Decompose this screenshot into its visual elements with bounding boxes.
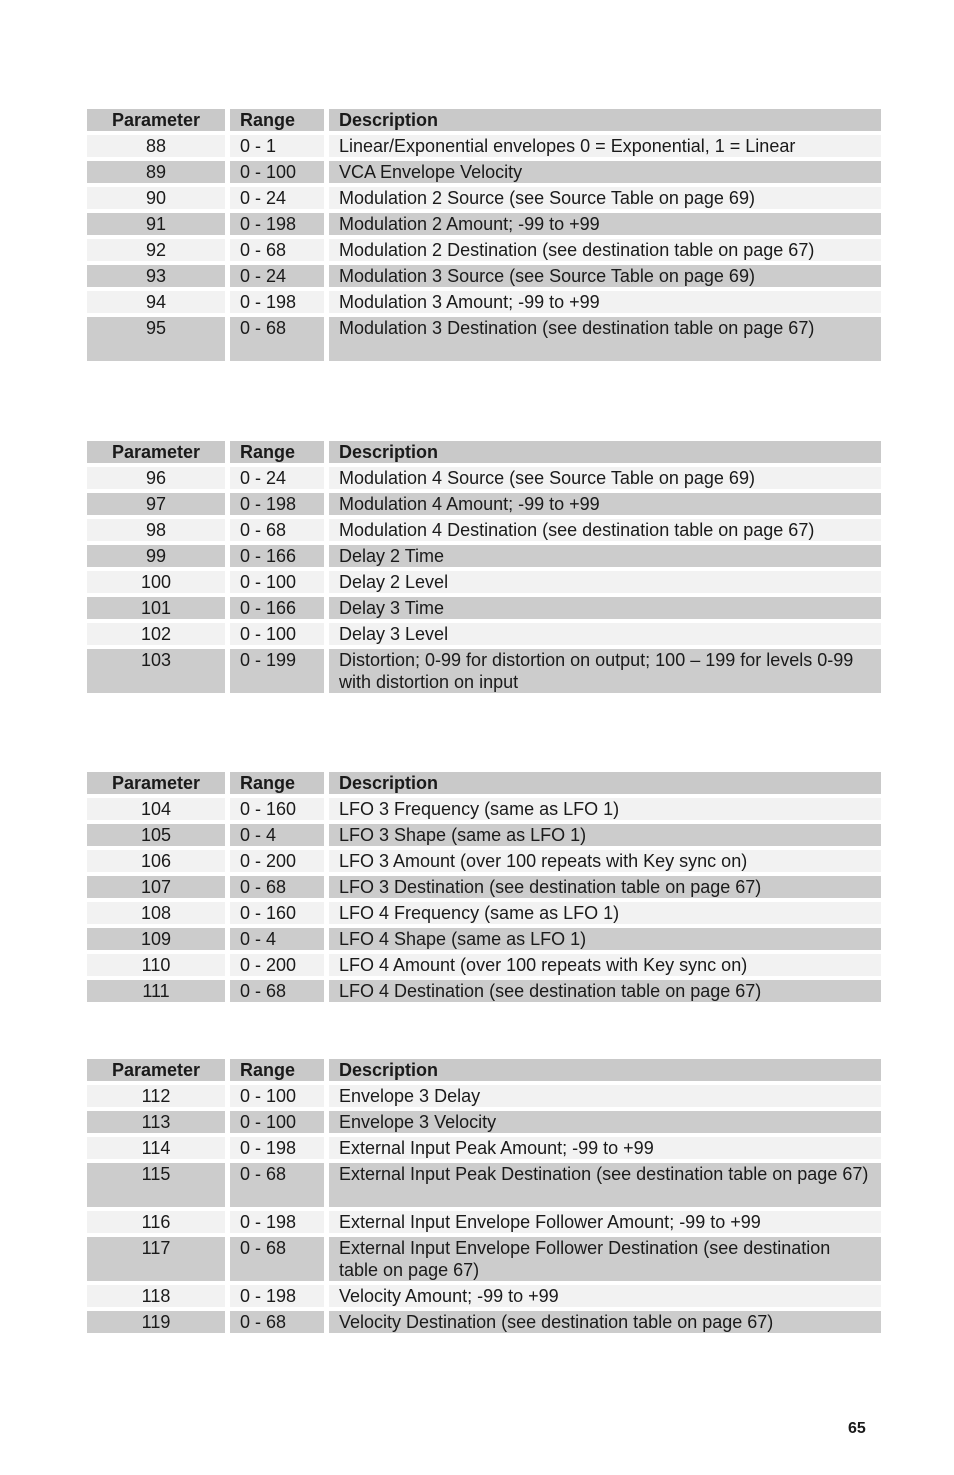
param-cell: 119 xyxy=(87,1311,225,1333)
table-row xyxy=(87,798,881,820)
table-row xyxy=(87,824,881,846)
range-cell: 0 - 100 xyxy=(230,161,324,183)
table-row xyxy=(87,1163,881,1207)
table-row xyxy=(87,1285,881,1307)
range-cell: 0 - 68 xyxy=(230,239,324,261)
param-cell: 98 xyxy=(87,519,225,541)
description-cell: Delay 3 Time xyxy=(329,597,881,619)
range-cell: 0 - 198 xyxy=(230,213,324,235)
range-cell: 0 - 68 xyxy=(230,519,324,541)
description-cell: Velocity Destination (see destination table on page 67) xyxy=(329,1311,881,1333)
param-cell: 100 xyxy=(87,571,225,593)
range-cell: 0 - 160 xyxy=(230,902,324,924)
range-cell: 0 - 200 xyxy=(230,954,324,976)
param-cell: 105 xyxy=(87,824,225,846)
range-cell: 0 - 4 xyxy=(230,928,324,950)
header-parameter: Parameter xyxy=(87,772,225,794)
table-row xyxy=(87,1085,881,1107)
description-cell: VCA Envelope Velocity xyxy=(329,161,881,183)
table-row xyxy=(87,980,881,1002)
param-cell: 113 xyxy=(87,1111,225,1133)
param-cell: 101 xyxy=(87,597,225,619)
header-parameter: Parameter xyxy=(87,109,225,131)
range-cell: 0 - 1 xyxy=(230,135,324,157)
range-cell: 0 - 100 xyxy=(230,1085,324,1107)
param-cell: 88 xyxy=(87,135,225,157)
description-cell: LFO 4 Destination (see destination table on page 67) xyxy=(329,980,881,1002)
param-cell: 112 xyxy=(87,1085,225,1107)
param-cell: 103 xyxy=(87,649,225,693)
range-cell: 0 - 24 xyxy=(230,187,324,209)
description-cell: Linear/Exponential envelopes 0 = Exponential, 1 = Linear xyxy=(329,135,881,157)
param-cell: 118 xyxy=(87,1285,225,1307)
range-cell: 0 - 100 xyxy=(230,571,324,593)
description-cell: Delay 2 Level xyxy=(329,571,881,593)
table-row xyxy=(87,545,881,567)
parameter-table-1 xyxy=(87,109,881,365)
description-cell: Modulation 2 Destination (see destination table on page 67) xyxy=(329,239,881,261)
range-cell: 0 - 100 xyxy=(230,623,324,645)
parameter-table-3 xyxy=(87,772,881,1006)
table-row xyxy=(87,1211,881,1233)
header-description: Description xyxy=(329,1059,881,1081)
range-cell: 0 - 200 xyxy=(230,850,324,872)
header-range: Range xyxy=(230,772,324,794)
parameter-table-4 xyxy=(87,1059,881,1337)
table-row xyxy=(87,1137,881,1159)
range-cell: 0 - 198 xyxy=(230,1285,324,1307)
header-description: Description xyxy=(329,772,881,794)
param-cell: 97 xyxy=(87,493,225,515)
range-cell: 0 - 68 xyxy=(230,1237,324,1281)
description-cell: Modulation 3 Amount; -99 to +99 xyxy=(329,291,881,313)
param-cell: 107 xyxy=(87,876,225,898)
description-cell: Modulation 4 Source (see Source Table on page 69) xyxy=(329,467,881,489)
table-row xyxy=(87,467,881,489)
header-description: Description xyxy=(329,441,881,463)
description-cell: LFO 4 Amount (over 100 repeats with Key sync on) xyxy=(329,954,881,976)
header-range: Range xyxy=(230,441,324,463)
param-cell: 92 xyxy=(87,239,225,261)
table-row xyxy=(87,493,881,515)
table-row xyxy=(87,928,881,950)
description-cell: LFO 3 Amount (over 100 repeats with Key sync on) xyxy=(329,850,881,872)
description-cell: LFO 3 Shape (same as LFO 1) xyxy=(329,824,881,846)
table-row xyxy=(87,623,881,645)
range-cell: 0 - 24 xyxy=(230,265,324,287)
param-cell: 90 xyxy=(87,187,225,209)
table-header xyxy=(87,1059,881,1081)
param-cell: 117 xyxy=(87,1237,225,1281)
param-cell: 94 xyxy=(87,291,225,313)
description-cell: Velocity Amount; -99 to +99 xyxy=(329,1285,881,1307)
range-cell: 0 - 198 xyxy=(230,1137,324,1159)
header-range: Range xyxy=(230,109,324,131)
param-cell: 109 xyxy=(87,928,225,950)
range-cell: 0 - 198 xyxy=(230,1211,324,1233)
range-cell: 0 - 68 xyxy=(230,980,324,1002)
description-cell: Modulation 3 Source (see Source Table on page 69) xyxy=(329,265,881,287)
range-cell: 0 - 68 xyxy=(230,1311,324,1333)
description-cell: External Input Envelope Follower Destination (see destination table on page 67) xyxy=(329,1237,881,1281)
param-cell: 89 xyxy=(87,161,225,183)
description-cell: Modulation 4 Destination (see destination table on page 67) xyxy=(329,519,881,541)
description-cell: Modulation 2 Amount; -99 to +99 xyxy=(329,213,881,235)
param-cell: 106 xyxy=(87,850,225,872)
table-row xyxy=(87,187,881,209)
table-row xyxy=(87,597,881,619)
range-cell: 0 - 24 xyxy=(230,467,324,489)
table-header xyxy=(87,441,881,463)
range-cell: 0 - 68 xyxy=(230,876,324,898)
description-cell: LFO 4 Shape (same as LFO 1) xyxy=(329,928,881,950)
table-row xyxy=(87,291,881,313)
table-row xyxy=(87,1237,881,1281)
header-parameter: Parameter xyxy=(87,441,225,463)
table-row xyxy=(87,571,881,593)
table-row xyxy=(87,265,881,287)
param-cell: 116 xyxy=(87,1211,225,1233)
table-row xyxy=(87,161,881,183)
param-cell: 108 xyxy=(87,902,225,924)
param-cell: 115 xyxy=(87,1163,225,1207)
param-cell: 95 xyxy=(87,317,225,361)
param-cell: 96 xyxy=(87,467,225,489)
description-cell: Envelope 3 Delay xyxy=(329,1085,881,1107)
param-cell: 102 xyxy=(87,623,225,645)
range-cell: 0 - 166 xyxy=(230,597,324,619)
range-cell: 0 - 68 xyxy=(230,1163,324,1207)
param-cell: 104 xyxy=(87,798,225,820)
param-cell: 114 xyxy=(87,1137,225,1159)
table-row xyxy=(87,213,881,235)
description-cell: External Input Peak Destination (see destination table on page 67) xyxy=(329,1163,881,1207)
description-cell: Delay 2 Time xyxy=(329,545,881,567)
description-cell: Envelope 3 Velocity xyxy=(329,1111,881,1133)
range-cell: 0 - 4 xyxy=(230,824,324,846)
range-cell: 0 - 199 xyxy=(230,649,324,693)
range-cell: 0 - 68 xyxy=(230,317,324,361)
param-cell: 99 xyxy=(87,545,225,567)
table-row xyxy=(87,317,881,361)
parameter-table-2 xyxy=(87,441,881,697)
description-cell: LFO 3 Frequency (same as LFO 1) xyxy=(329,798,881,820)
range-cell: 0 - 198 xyxy=(230,493,324,515)
range-cell: 0 - 100 xyxy=(230,1111,324,1133)
description-cell: Modulation 4 Amount; -99 to +99 xyxy=(329,493,881,515)
range-cell: 0 - 198 xyxy=(230,291,324,313)
description-cell: Distortion; 0-99 for distortion on output; 100 – 199 for levels 0-99 with distortion on input xyxy=(329,649,881,693)
description-cell: External Input Envelope Follower Amount; -99 to +99 xyxy=(329,1211,881,1233)
description-cell: LFO 4 Frequency (same as LFO 1) xyxy=(329,902,881,924)
table-row xyxy=(87,850,881,872)
description-cell: External Input Peak Amount; -99 to +99 xyxy=(329,1137,881,1159)
table-row xyxy=(87,239,881,261)
description-cell: Delay 3 Level xyxy=(329,623,881,645)
page-number: 65 xyxy=(848,1420,866,1437)
header-description: Description xyxy=(329,109,881,131)
param-cell: 110 xyxy=(87,954,225,976)
table-row xyxy=(87,1111,881,1133)
param-cell: 91 xyxy=(87,213,225,235)
table-row xyxy=(87,902,881,924)
table-row xyxy=(87,519,881,541)
param-cell: 111 xyxy=(87,980,225,1002)
description-cell: Modulation 3 Destination (see destination table on page 67) xyxy=(329,317,881,361)
description-cell: LFO 3 Destination (see destination table on page 67) xyxy=(329,876,881,898)
table-row xyxy=(87,135,881,157)
table-row xyxy=(87,876,881,898)
range-cell: 0 - 160 xyxy=(230,798,324,820)
table-row xyxy=(87,649,881,693)
header-range: Range xyxy=(230,1059,324,1081)
param-cell: 93 xyxy=(87,265,225,287)
table-header xyxy=(87,772,881,794)
table-row xyxy=(87,954,881,976)
table-header xyxy=(87,109,881,131)
table-row xyxy=(87,1311,881,1333)
range-cell: 0 - 166 xyxy=(230,545,324,567)
description-cell: Modulation 2 Source (see Source Table on page 69) xyxy=(329,187,881,209)
header-parameter: Parameter xyxy=(87,1059,225,1081)
